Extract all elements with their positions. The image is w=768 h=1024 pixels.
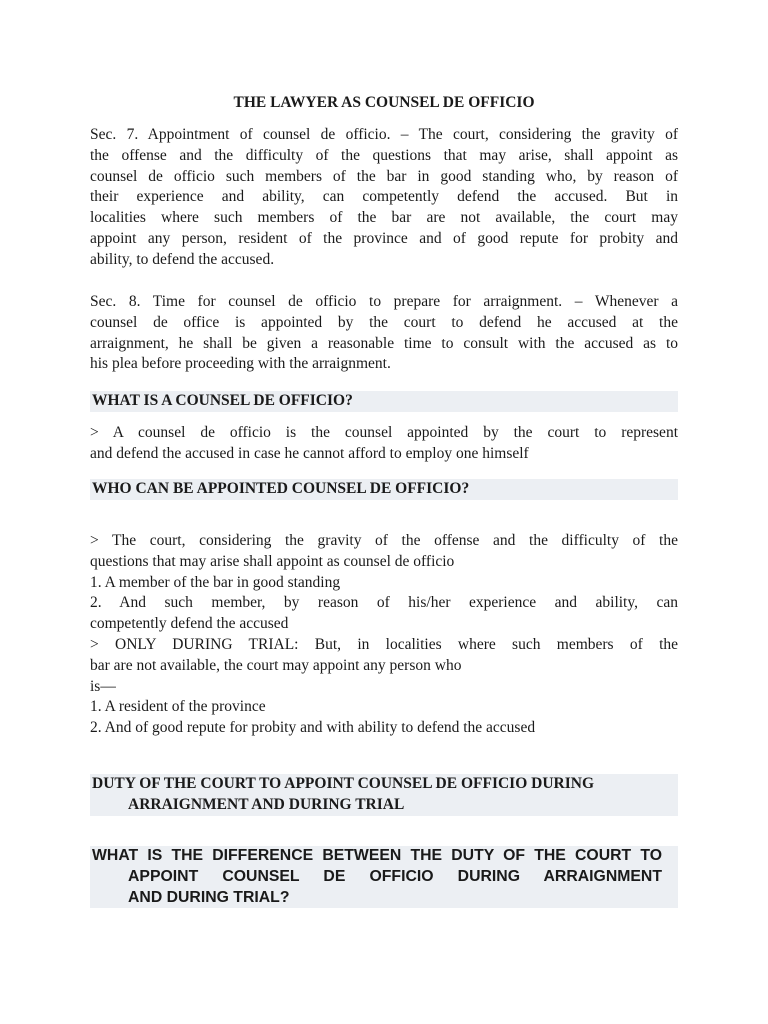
answer-line: bar are not available, the court may appoint any person who <box>90 656 462 674</box>
answer-line: > A counsel de officio is the counsel appointed by the court to represent <box>90 424 678 441</box>
section-8-line: arraignment, he shall be given a reasonable time to consult with the accused as to <box>90 334 678 352</box>
section-8-line: his plea before proceeding with the arraignment. <box>90 355 391 373</box>
heading-line: AND DURING TRIAL? <box>128 888 290 906</box>
section-7-line: the offense and the difficulty of the questions that may arise, shall appoint as <box>90 146 678 164</box>
section-7-line: counsel de officio such members of the bar in good standing who, by reason of <box>90 167 678 185</box>
answer-what-is-counsel <box>90 423 678 465</box>
heading-duty-of-court <box>90 774 678 816</box>
answer-line: > The court, considering the gravity of the offense and the difficulty of the <box>90 532 678 549</box>
answer-line: is— <box>90 677 116 695</box>
list-item: 1. A member of the bar in good standing <box>90 573 341 591</box>
list-item: 1. A resident of the province <box>90 698 266 716</box>
answer-line: > ONLY DURING TRIAL: But, in localities where such members of the <box>90 635 678 653</box>
answer-line: questions that may arise shall appoint as counsel de officio <box>90 552 455 570</box>
section-7-paragraph <box>90 125 678 271</box>
question-heading-text: WHAT IS A COUNSEL DE OFFICIO? <box>92 392 353 409</box>
answer-line: competently defend the accused <box>90 615 289 633</box>
question-heading-who-can-be-appointed <box>90 479 678 500</box>
section-7-line: localities where such members of the bar are not available, the court may <box>90 209 678 227</box>
question-heading-what-is-counsel <box>90 391 678 412</box>
heading-line: DUTY OF THE COURT TO APPOINT COUNSEL DE OFFICIO DURING <box>92 775 595 792</box>
section-8-paragraph <box>90 292 678 375</box>
list-item: 2. And such member, by reason of his/her experience and ability, can <box>90 594 678 612</box>
section-7-line: appoint any person, resident of the province and of good repute for probity and <box>90 229 678 247</box>
section-8-line: counsel de office is appointed by the court to defend he accused at the <box>90 313 678 331</box>
heading-line: WHAT IS THE DIFFERENCE BETWEEN THE DUTY OF THE COURT TO <box>92 847 662 864</box>
document-title: THE LAWYER AS COUNSEL DE OFFICIO <box>233 94 535 111</box>
list-item: 2. And of good repute for probity and with ability to defend the accused <box>90 719 536 737</box>
question-heading-text: WHO CAN BE APPOINTED COUNSEL DE OFFICIO? <box>92 480 470 497</box>
answer-who-can-be-appointed <box>90 531 678 739</box>
section-7-line: ability, to defend the accused. <box>90 250 275 268</box>
section-7-line: Sec. 7. Appointment of counsel de officio. – The court, considering the gravity of <box>90 126 678 143</box>
heading-difference-question <box>90 846 678 908</box>
section-8-line: Sec. 8. Time for counsel de officio to prepare for arraignment. – Whenever a <box>90 293 678 310</box>
heading-line: APPOINT COUNSEL DE OFFICIO DURING ARRAIGNMENT <box>128 867 662 885</box>
section-7-line: their experience and ability, can competently defend the accused. But in <box>90 188 678 206</box>
answer-line: and defend the accused in case he cannot afford to employ one himself <box>90 444 529 462</box>
heading-line: ARRAIGNMENT AND DURING TRIAL <box>128 795 405 813</box>
